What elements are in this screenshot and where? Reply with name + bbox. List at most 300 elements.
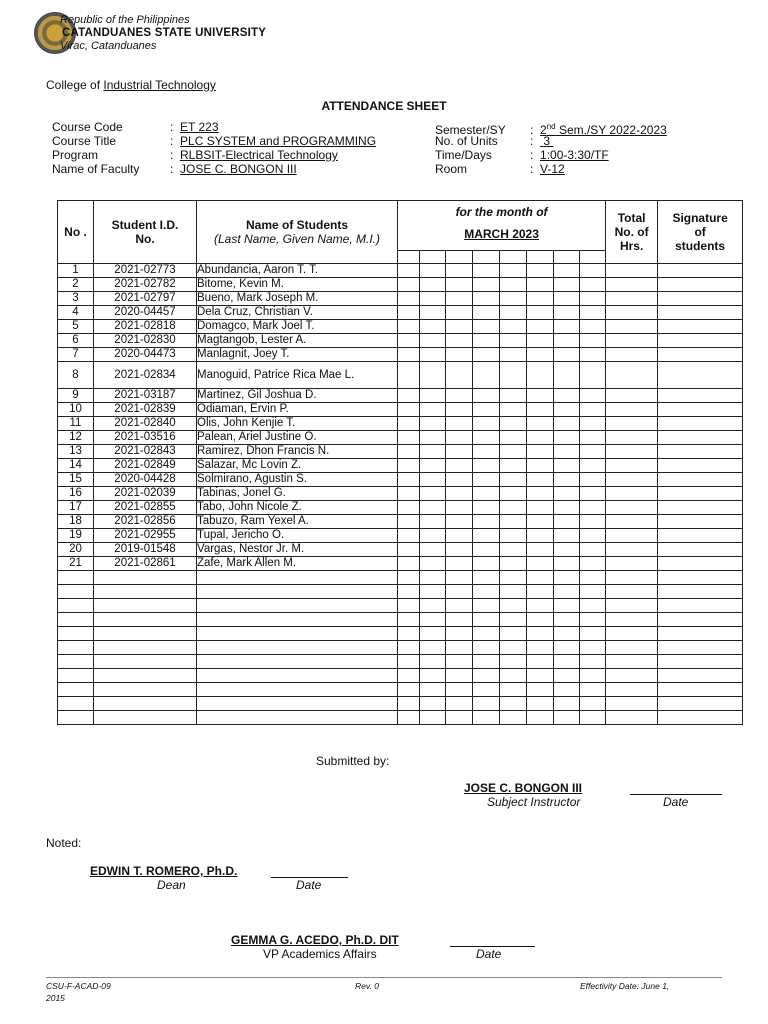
blank-cell xyxy=(606,655,658,669)
col-id-line1: Student I.D. xyxy=(111,218,179,232)
student-name: Manoguid, Patrice Rica Mae L. xyxy=(197,362,398,389)
day-attendance-cell xyxy=(398,306,420,320)
blank-cell xyxy=(606,669,658,683)
blank-cell xyxy=(527,585,554,599)
blank-cell xyxy=(398,683,420,697)
program-row: Program : RLBSIT-Electrical Technology xyxy=(52,148,338,162)
time-value: 1:00-3:30/TF xyxy=(540,148,609,162)
blank-cell xyxy=(500,683,527,697)
blank-cell xyxy=(420,655,446,669)
row-number: 12 xyxy=(58,431,94,445)
day-attendance-cell xyxy=(420,306,446,320)
student-id: 2021-02039 xyxy=(94,487,197,501)
student-name: Vargas, Nestor Jr. M. xyxy=(197,543,398,557)
signature-cell xyxy=(658,515,743,529)
blank-cell xyxy=(58,697,94,711)
faculty-value: JOSE C. BONGON III xyxy=(180,162,297,176)
course-info-left xyxy=(52,120,376,176)
col-total-line2: No. of xyxy=(614,225,649,239)
blank-cell xyxy=(473,627,500,641)
total-hours-cell xyxy=(606,264,658,278)
day-attendance-cell xyxy=(554,543,580,557)
table-row xyxy=(58,501,743,515)
student-id: 2021-02955 xyxy=(94,529,197,543)
month-header xyxy=(398,201,606,251)
blank-cell xyxy=(420,669,446,683)
day-attendance-cell xyxy=(420,473,446,487)
submitted-by-label: Submitted by: xyxy=(316,754,390,768)
blank-cell xyxy=(658,641,743,655)
day-attendance-cell xyxy=(580,403,606,417)
day-attendance-cell xyxy=(500,543,527,557)
table-row xyxy=(58,557,743,571)
blank-cell xyxy=(580,571,606,585)
col-total-line1: Total xyxy=(617,211,646,225)
day-attendance-cell xyxy=(500,515,527,529)
table-row xyxy=(58,403,743,417)
day-attendance-cell xyxy=(398,473,420,487)
day-attendance-cell xyxy=(420,487,446,501)
blank-cell xyxy=(58,627,94,641)
day-attendance-cell xyxy=(554,445,580,459)
signature-cell xyxy=(658,403,743,417)
day-attendance-cell xyxy=(580,543,606,557)
blank-cell xyxy=(527,641,554,655)
total-hours-cell xyxy=(606,389,658,403)
student-id: 2021-02849 xyxy=(94,459,197,473)
day-column-header xyxy=(527,251,554,264)
day-attendance-cell xyxy=(500,306,527,320)
table-row xyxy=(58,389,743,403)
blank-cell xyxy=(580,613,606,627)
blank-cell xyxy=(527,599,554,613)
signature-cell xyxy=(658,529,743,543)
day-attendance-cell xyxy=(473,543,500,557)
blank-cell xyxy=(554,683,580,697)
blank-cell xyxy=(94,697,197,711)
day-attendance-cell xyxy=(398,362,420,389)
instructor-date-label: Date xyxy=(663,795,689,809)
day-attendance-cell xyxy=(527,362,554,389)
day-attendance-cell xyxy=(420,543,446,557)
dean-date-label: Date xyxy=(296,878,322,892)
day-attendance-cell xyxy=(473,320,500,334)
blank-cell xyxy=(500,655,527,669)
blank-cell xyxy=(197,571,398,585)
blank-cell xyxy=(658,585,743,599)
row-number: 17 xyxy=(58,501,94,515)
blank-cell xyxy=(500,571,527,585)
day-attendance-cell xyxy=(473,389,500,403)
table-row xyxy=(58,292,743,306)
blank-cell xyxy=(554,641,580,655)
row-number: 2 xyxy=(58,278,94,292)
blank-cell xyxy=(606,627,658,641)
semester-number: 2 xyxy=(540,123,547,137)
blank-cell xyxy=(500,641,527,655)
table-row xyxy=(58,348,743,362)
blank-cell xyxy=(420,585,446,599)
blank-cell xyxy=(94,669,197,683)
day-attendance-cell xyxy=(527,264,554,278)
day-attendance-cell xyxy=(473,417,500,431)
student-id: 2021-02830 xyxy=(94,334,197,348)
total-hours-cell xyxy=(606,417,658,431)
blank-cell xyxy=(658,571,743,585)
total-hours-cell xyxy=(606,362,658,389)
blank-cell xyxy=(554,585,580,599)
table-row xyxy=(58,459,743,473)
total-hours-cell xyxy=(606,431,658,445)
day-attendance-cell xyxy=(554,389,580,403)
day-attendance-cell xyxy=(500,292,527,306)
table-row xyxy=(58,264,743,278)
table-row xyxy=(58,473,743,487)
blank-cell xyxy=(580,599,606,613)
blank-cell xyxy=(500,613,527,627)
day-attendance-cell xyxy=(398,334,420,348)
room-label: Room xyxy=(435,162,468,176)
row-number: 19 xyxy=(58,529,94,543)
row-number: 7 xyxy=(58,348,94,362)
blank-cell xyxy=(420,683,446,697)
day-attendance-cell xyxy=(473,473,500,487)
day-attendance-cell xyxy=(580,278,606,292)
table-row xyxy=(58,515,743,529)
blank-cell xyxy=(446,613,473,627)
day-attendance-cell xyxy=(446,529,473,543)
total-hours-cell xyxy=(606,557,658,571)
day-attendance-cell xyxy=(420,515,446,529)
day-attendance-cell xyxy=(473,292,500,306)
day-attendance-cell xyxy=(527,403,554,417)
blank-cell xyxy=(94,613,197,627)
blank-cell xyxy=(527,655,554,669)
blank-cell xyxy=(197,641,398,655)
day-attendance-cell xyxy=(527,501,554,515)
day-attendance-cell xyxy=(554,292,580,306)
student-id: 2019-01548 xyxy=(94,543,197,557)
month-label: for the month of xyxy=(455,205,548,219)
day-attendance-cell xyxy=(527,431,554,445)
blank-cell xyxy=(94,711,197,725)
day-attendance-cell xyxy=(473,459,500,473)
day-attendance-cell xyxy=(420,459,446,473)
blank-cell xyxy=(554,571,580,585)
day-attendance-cell xyxy=(420,389,446,403)
day-attendance-cell xyxy=(446,501,473,515)
signature-cell xyxy=(658,348,743,362)
blank-cell xyxy=(606,711,658,725)
blank-cell xyxy=(446,599,473,613)
blank-cell xyxy=(473,697,500,711)
student-id: 2021-03516 xyxy=(94,431,197,445)
day-attendance-cell xyxy=(554,557,580,571)
blank-cell xyxy=(606,571,658,585)
student-name: Tabuzo, Ram Yexel A. xyxy=(197,515,398,529)
blank-cell xyxy=(500,585,527,599)
blank-cell xyxy=(420,641,446,655)
table-row xyxy=(58,334,743,348)
day-attendance-cell xyxy=(527,515,554,529)
blank-cell xyxy=(473,655,500,669)
total-hours-cell xyxy=(606,515,658,529)
attendance-table xyxy=(57,200,743,725)
semester-row: Semester/SY : 2nd Sem./SY 2022-2023 xyxy=(435,122,667,137)
day-attendance-cell xyxy=(420,362,446,389)
signature-cell xyxy=(658,431,743,445)
blank-cell xyxy=(658,697,743,711)
semester-rest: Sem./SY 2022-2023 xyxy=(555,123,667,137)
blank-cell xyxy=(446,571,473,585)
col-signature-header xyxy=(658,201,743,264)
col-name-line2: (Last Name, Given Name, M.I.) xyxy=(213,232,381,246)
day-attendance-cell xyxy=(446,417,473,431)
day-attendance-cell xyxy=(446,264,473,278)
blank-cell xyxy=(197,669,398,683)
day-attendance-cell xyxy=(446,445,473,459)
blank-cell xyxy=(473,585,500,599)
table-row-blank xyxy=(58,599,743,613)
blank-cell xyxy=(658,627,743,641)
day-attendance-cell xyxy=(446,487,473,501)
blank-cell xyxy=(58,669,94,683)
blank-cell xyxy=(420,599,446,613)
blank-cell xyxy=(580,655,606,669)
day-attendance-cell xyxy=(398,264,420,278)
effectivity-date: Effectivity Date: June 1, xyxy=(580,981,670,991)
table-row-blank xyxy=(58,697,743,711)
day-attendance-cell xyxy=(554,403,580,417)
day-attendance-cell xyxy=(580,264,606,278)
blank-cell xyxy=(94,571,197,585)
col-id-line2: No. xyxy=(135,232,155,246)
row-number: 13 xyxy=(58,445,94,459)
blank-cell xyxy=(554,627,580,641)
student-id: 2021-02818 xyxy=(94,320,197,334)
row-number: 20 xyxy=(58,543,94,557)
signature-cell xyxy=(658,320,743,334)
blank-cell xyxy=(58,711,94,725)
total-hours-cell xyxy=(606,529,658,543)
blank-cell xyxy=(58,571,94,585)
student-id: 2021-02861 xyxy=(94,557,197,571)
units-row: No. of Units : 3 xyxy=(435,134,667,148)
signature-cell xyxy=(658,334,743,348)
day-attendance-cell xyxy=(500,445,527,459)
day-attendance-cell xyxy=(473,529,500,543)
dean-name: EDWIN T. ROMERO, Ph.D. xyxy=(90,864,238,878)
student-name: Abundancia, Aaron T. T. xyxy=(197,264,398,278)
day-column-header xyxy=(473,251,500,264)
blank-cell xyxy=(580,641,606,655)
student-id: 2021-02782 xyxy=(94,278,197,292)
blank-cell xyxy=(527,669,554,683)
revision: Rev. 0 xyxy=(355,981,379,991)
day-attendance-cell xyxy=(446,348,473,362)
day-attendance-cell xyxy=(446,459,473,473)
day-attendance-cell xyxy=(420,320,446,334)
student-name: Bueno, Mark Joseph M. xyxy=(197,292,398,306)
day-attendance-cell xyxy=(446,557,473,571)
table-row-blank xyxy=(58,641,743,655)
semester-value xyxy=(540,123,667,137)
day-attendance-cell xyxy=(473,348,500,362)
day-attendance-cell xyxy=(527,320,554,334)
signature-cell xyxy=(658,445,743,459)
blank-cell xyxy=(446,641,473,655)
day-attendance-cell xyxy=(420,334,446,348)
table-row-blank xyxy=(58,571,743,585)
day-attendance-cell xyxy=(500,501,527,515)
day-attendance-cell xyxy=(527,292,554,306)
total-hours-cell xyxy=(606,501,658,515)
blank-cell xyxy=(580,669,606,683)
row-number: 11 xyxy=(58,417,94,431)
day-attendance-cell xyxy=(554,529,580,543)
row-number: 15 xyxy=(58,473,94,487)
course-title-row: Course Title : PLC SYSTEM and PROGRAMMING xyxy=(52,134,377,148)
day-attendance-cell xyxy=(473,264,500,278)
day-attendance-cell xyxy=(554,334,580,348)
student-name: Ramirez, Dhon Francis N. xyxy=(197,445,398,459)
blank-cell xyxy=(398,697,420,711)
day-attendance-cell xyxy=(554,501,580,515)
day-attendance-cell xyxy=(398,445,420,459)
day-attendance-cell xyxy=(527,334,554,348)
day-column-header xyxy=(554,251,580,264)
total-hours-cell xyxy=(606,487,658,501)
day-attendance-cell xyxy=(527,417,554,431)
day-attendance-cell xyxy=(500,459,527,473)
student-id: 2021-02839 xyxy=(94,403,197,417)
day-attendance-cell xyxy=(580,306,606,320)
blank-cell xyxy=(420,613,446,627)
student-name: Solmirano, Agustin S. xyxy=(197,473,398,487)
student-name: Salazar, Mc Lovin Z. xyxy=(197,459,398,473)
blank-cell xyxy=(500,599,527,613)
day-attendance-cell xyxy=(554,487,580,501)
row-number: 10 xyxy=(58,403,94,417)
blank-cell xyxy=(473,711,500,725)
blank-cell xyxy=(554,599,580,613)
table-row xyxy=(58,278,743,292)
day-attendance-cell xyxy=(473,445,500,459)
day-attendance-cell xyxy=(527,473,554,487)
day-attendance-cell xyxy=(500,320,527,334)
blank-cell xyxy=(94,627,197,641)
day-attendance-cell xyxy=(473,501,500,515)
blank-cell xyxy=(398,585,420,599)
program-label: Program xyxy=(52,148,99,162)
day-attendance-cell xyxy=(420,292,446,306)
day-attendance-cell xyxy=(473,403,500,417)
vpaa-date-label: Date xyxy=(476,947,502,961)
student-name: Tupal, Jericho O. xyxy=(197,529,398,543)
day-attendance-cell xyxy=(446,403,473,417)
day-column-header xyxy=(420,251,446,264)
table-row xyxy=(58,543,743,557)
blank-cell xyxy=(197,627,398,641)
row-number: 8 xyxy=(58,362,94,389)
row-number: 14 xyxy=(58,459,94,473)
blank-cell xyxy=(500,669,527,683)
table-row xyxy=(58,417,743,431)
day-attendance-cell xyxy=(398,278,420,292)
day-attendance-cell xyxy=(580,459,606,473)
college-line xyxy=(46,78,216,92)
month-value: MARCH 2023 xyxy=(464,227,539,241)
day-attendance-cell xyxy=(500,403,527,417)
blank-cell xyxy=(500,627,527,641)
day-column-header xyxy=(446,251,473,264)
day-attendance-cell xyxy=(398,320,420,334)
day-attendance-cell xyxy=(398,459,420,473)
day-attendance-cell xyxy=(580,417,606,431)
footer-divider xyxy=(46,977,722,978)
blank-cell xyxy=(94,683,197,697)
blank-cell xyxy=(527,627,554,641)
blank-cell xyxy=(473,641,500,655)
day-attendance-cell xyxy=(554,515,580,529)
day-attendance-cell xyxy=(398,431,420,445)
blank-cell xyxy=(420,571,446,585)
day-attendance-cell xyxy=(500,389,527,403)
student-name: Magtangob, Lester A. xyxy=(197,334,398,348)
day-attendance-cell xyxy=(527,543,554,557)
day-attendance-cell xyxy=(580,431,606,445)
table-row-blank xyxy=(58,627,743,641)
day-attendance-cell xyxy=(554,417,580,431)
col-sig-line1: Signature xyxy=(672,211,728,225)
room-value: V-12 xyxy=(540,162,565,176)
col-sig-line2: of xyxy=(694,225,706,239)
day-attendance-cell xyxy=(500,348,527,362)
day-attendance-cell xyxy=(580,348,606,362)
day-attendance-cell xyxy=(554,320,580,334)
day-attendance-cell xyxy=(398,348,420,362)
day-attendance-cell xyxy=(473,515,500,529)
noted-label: Noted: xyxy=(46,836,82,850)
day-attendance-cell xyxy=(473,278,500,292)
blank-cell xyxy=(398,613,420,627)
program-value: RLBSIT-Electrical Technology xyxy=(180,148,338,162)
day-attendance-cell xyxy=(580,320,606,334)
blank-cell xyxy=(500,697,527,711)
day-attendance-cell xyxy=(500,278,527,292)
day-attendance-cell xyxy=(554,362,580,389)
blank-cell xyxy=(527,683,554,697)
blank-cell xyxy=(580,683,606,697)
room-row: Room : V-12 xyxy=(435,162,565,176)
day-attendance-cell xyxy=(554,431,580,445)
table-row-blank xyxy=(58,711,743,725)
day-attendance-cell xyxy=(473,431,500,445)
day-attendance-cell xyxy=(500,334,527,348)
day-attendance-cell xyxy=(580,334,606,348)
student-id: 2021-02773 xyxy=(94,264,197,278)
table-row xyxy=(58,320,743,334)
total-hours-cell xyxy=(606,334,658,348)
student-id: 2020-04428 xyxy=(94,473,197,487)
day-attendance-cell xyxy=(473,487,500,501)
signature-cell xyxy=(658,278,743,292)
day-attendance-cell xyxy=(580,445,606,459)
blank-cell xyxy=(527,711,554,725)
day-attendance-cell xyxy=(580,529,606,543)
row-number: 1 xyxy=(58,264,94,278)
blank-cell xyxy=(473,613,500,627)
